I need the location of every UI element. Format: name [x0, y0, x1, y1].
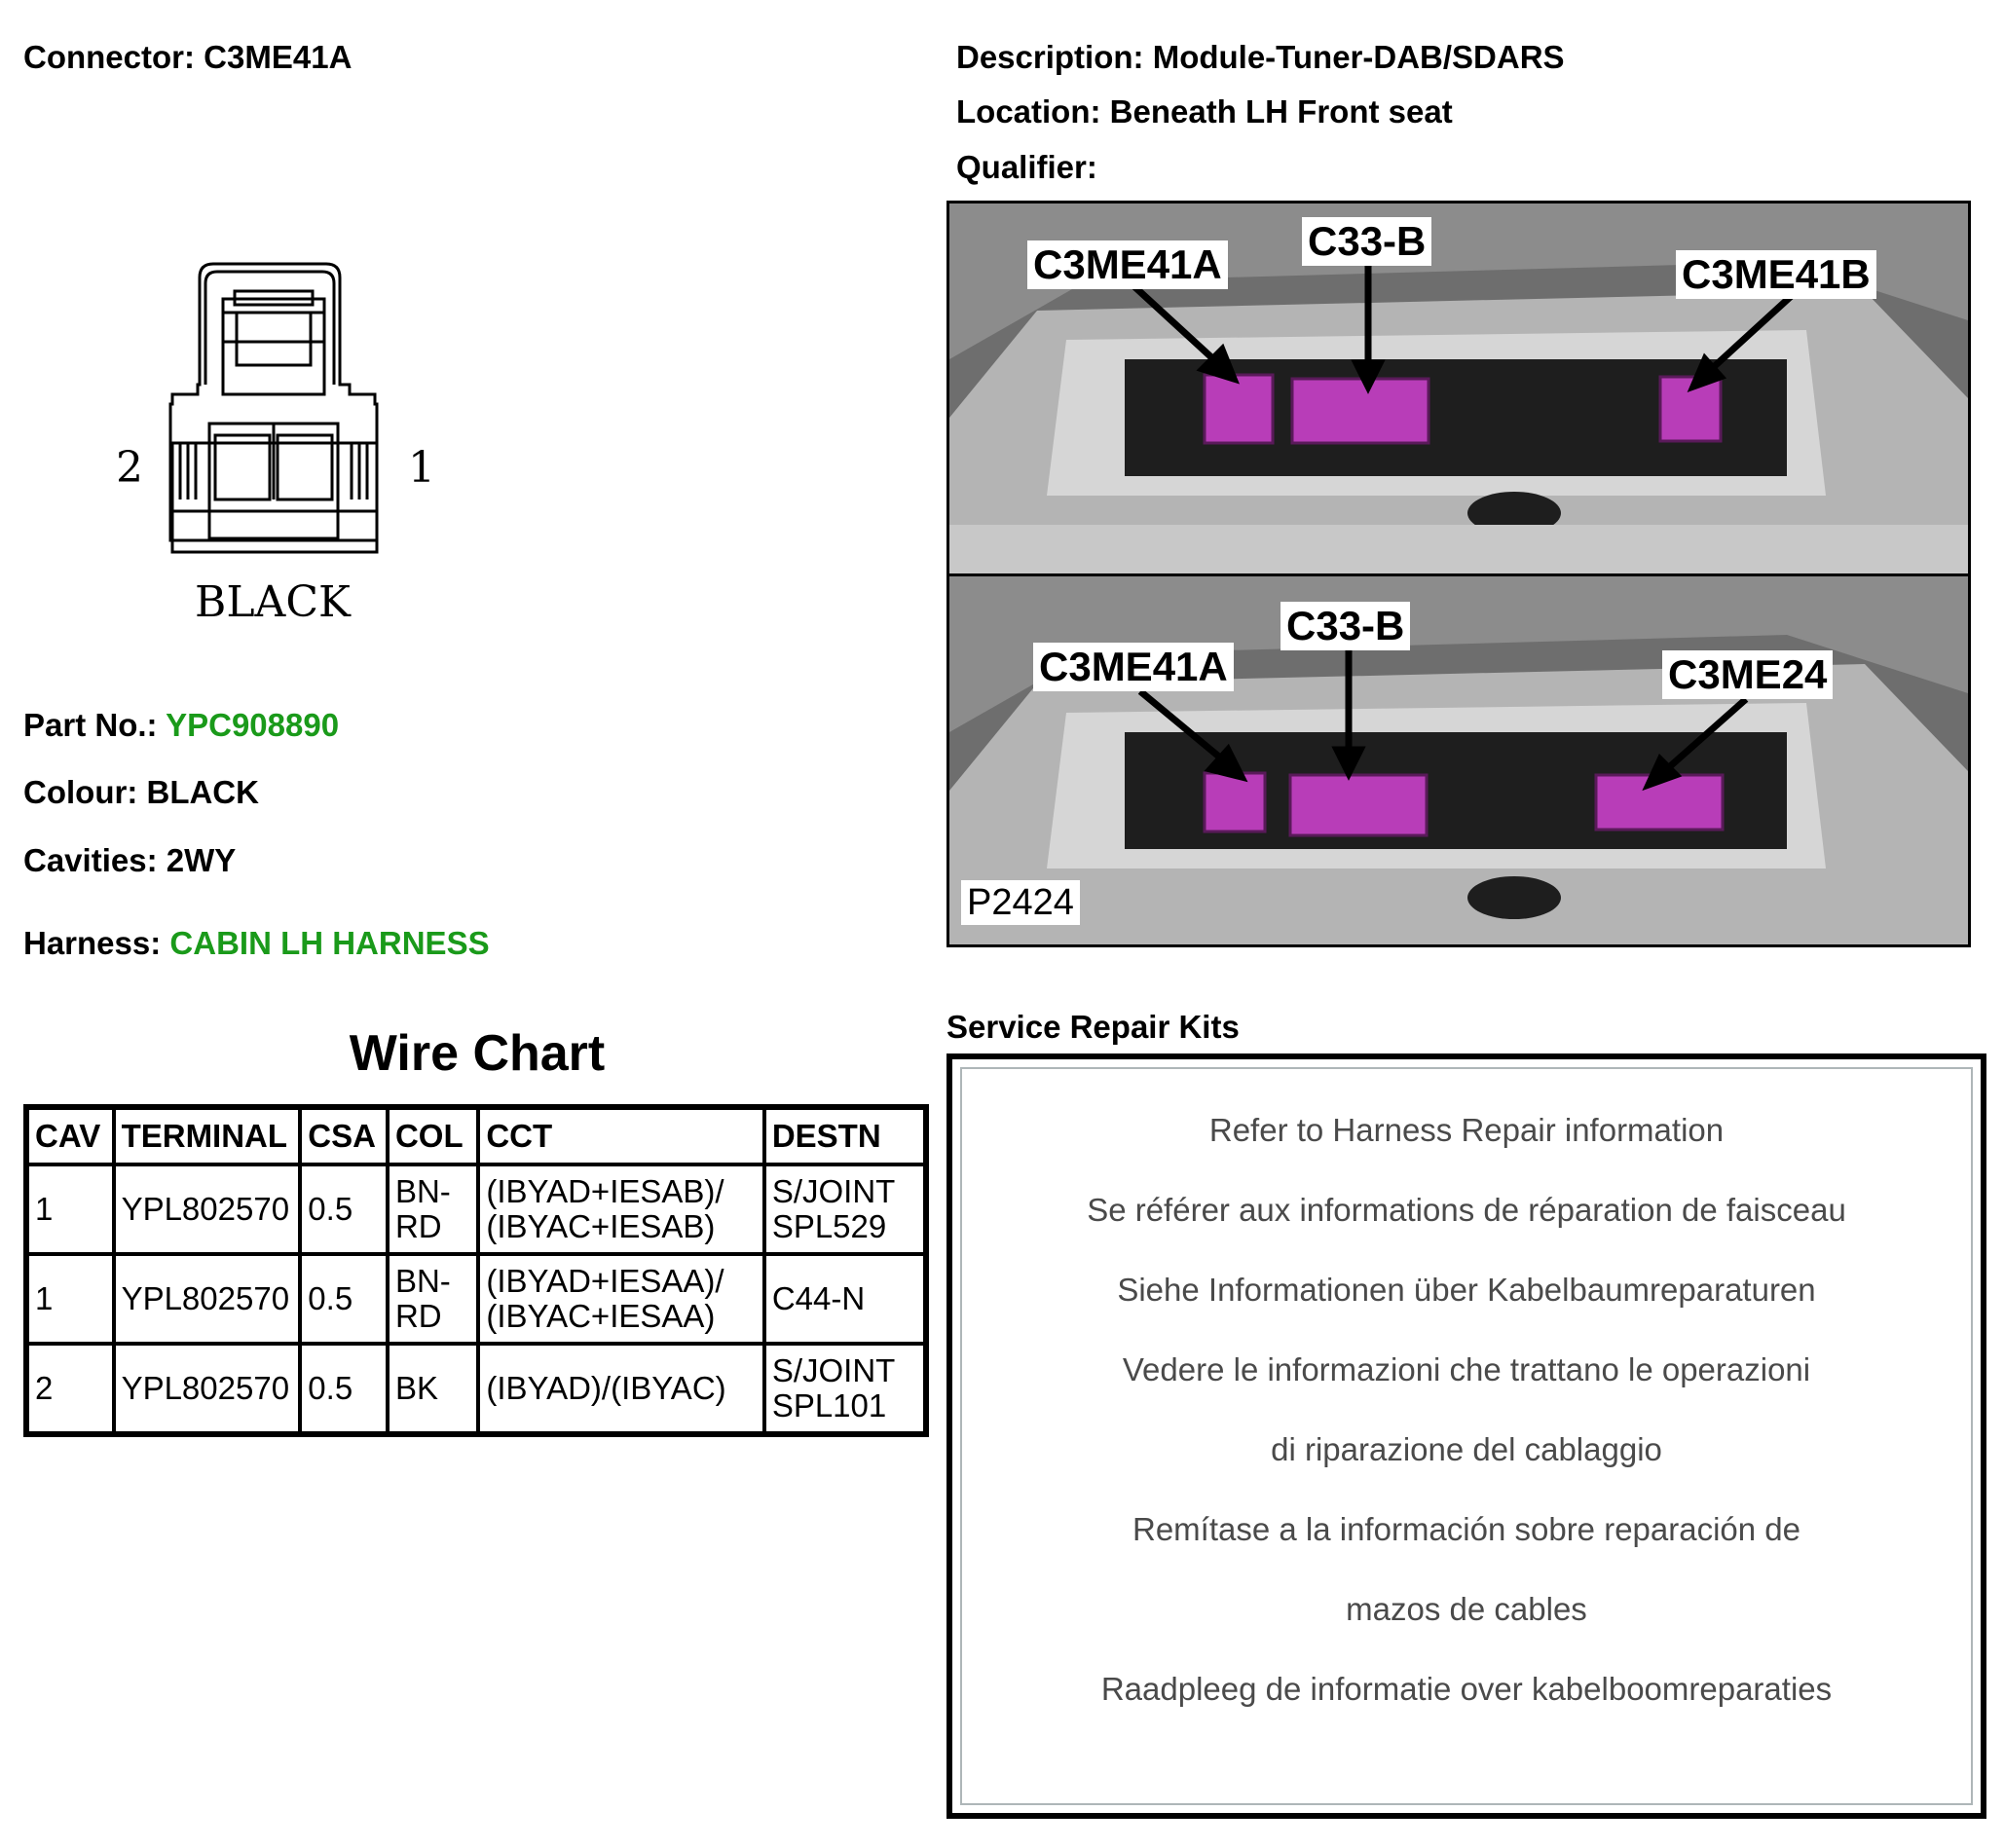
part-no-field: [23, 707, 339, 744]
pin-label-1: 1: [408, 443, 435, 493]
connector-field: [23, 39, 352, 76]
srk-line: Vedere le informazioni che trattano le operazioni: [1122, 1351, 1811, 1387]
cell-cav: 1: [26, 1164, 114, 1254]
cell-csa: 0.5: [300, 1344, 388, 1434]
colour-label: Colour:: [23, 774, 138, 810]
table-header-row: [26, 1107, 926, 1164]
description-field: [956, 39, 1565, 76]
connector-label: Connector:: [23, 39, 195, 75]
qualifier-label: Qualifier:: [956, 149, 1097, 185]
cell-terminal: YPL802570: [114, 1164, 301, 1254]
srk-line: Raadpleeg de informatie over kabelboomreparaties: [1100, 1671, 1833, 1707]
cell-destn: S/JOINT SPL529: [764, 1164, 926, 1254]
connector-value: C3ME41A: [204, 39, 353, 75]
cell-cct: (IBYAD+IESAA)/ (IBYAC+IESAA): [478, 1254, 763, 1344]
location-label: Location:: [956, 93, 1101, 129]
callout-connector: C33-B: [1280, 602, 1410, 650]
cell-destn: S/JOINT SPL101: [764, 1344, 926, 1434]
srk-line: Refer to Harness Repair information: [1208, 1112, 1725, 1148]
cell-terminal: YPL802570: [114, 1344, 301, 1434]
figure-code: P2424: [961, 880, 1080, 925]
srk-line: Remítase a la información sobre reparación de: [1132, 1511, 1801, 1547]
srk-line: di riparazione del cablaggio: [1271, 1431, 1662, 1467]
srk-line: mazos de cables: [1346, 1591, 1587, 1627]
table-row: [26, 1344, 926, 1434]
part-no-link[interactable]: YPC908890: [166, 707, 340, 743]
cell-col: BK: [388, 1344, 478, 1434]
module-illustration: [949, 576, 1968, 944]
cell-cav: 1: [26, 1254, 114, 1344]
wire-chart-title: Wire Chart: [349, 1025, 606, 1082]
harness-field: [23, 925, 490, 962]
qualifier-field: [956, 149, 1097, 186]
location-field: [956, 93, 1453, 130]
srk-line: Siehe Informationen über Kabelbaumreparaturen: [1117, 1272, 1816, 1308]
cavities-field: [23, 842, 236, 879]
cavities-value: 2WY: [166, 842, 237, 878]
cell-col: BN- RD: [388, 1254, 478, 1344]
callout-connector: C33-B: [1302, 217, 1431, 266]
description-value: Module-Tuner-DAB/SDARS: [1152, 39, 1565, 75]
header-cav: CAV: [26, 1107, 114, 1164]
header-cct: CCT: [478, 1107, 763, 1164]
location-photo-bottom: [946, 573, 1971, 947]
cell-cct: (IBYAD+IESAB)/ (IBYAC+IESAB): [478, 1164, 763, 1254]
table-row: [26, 1164, 926, 1254]
header-csa: CSA: [300, 1107, 388, 1164]
colour-value: BLACK: [146, 774, 259, 810]
header-destn: DESTN: [764, 1107, 926, 1164]
header-col: COL: [388, 1107, 478, 1164]
pin-label-2: 2: [116, 443, 143, 493]
cell-destn: C44-N: [764, 1254, 926, 1344]
callout-connector: C3ME41B: [1676, 250, 1876, 299]
cell-col: BN- RD: [388, 1164, 478, 1254]
location-value: Beneath LH Front seat: [1109, 93, 1453, 129]
service-repair-kits-title: Service Repair Kits: [946, 1009, 1240, 1045]
harness-label: Harness:: [23, 925, 162, 961]
description-label: Description:: [956, 39, 1144, 75]
cavities-label: Cavities:: [23, 842, 158, 878]
callout-connector: C3ME41A: [1027, 240, 1228, 289]
cell-csa: 0.5: [300, 1164, 388, 1254]
service-repair-kits-inner: [960, 1067, 1973, 1805]
cell-cct: (IBYAD)/(IBYAC): [478, 1344, 763, 1434]
part-no-label: Part No.:: [23, 707, 158, 743]
table-row: [26, 1254, 926, 1344]
callout-connector: C3ME24: [1662, 650, 1833, 699]
cell-cav: 2: [26, 1344, 114, 1434]
wire-chart-table: [23, 1104, 929, 1437]
srk-line: Se référer aux informations de réparation de faisceau: [1087, 1192, 1846, 1228]
cell-terminal: YPL802570: [114, 1254, 301, 1344]
connector-face-diagram: [102, 248, 453, 638]
header-terminal: TERMINAL: [114, 1107, 301, 1164]
cell-csa: 0.5: [300, 1254, 388, 1344]
harness-link[interactable]: CABIN LH HARNESS: [169, 925, 490, 961]
callout-connector: C3ME41A: [1033, 643, 1234, 691]
location-photo-top: [946, 201, 1971, 576]
connector-colour-text: BLACK: [195, 577, 351, 627]
colour-field: [23, 774, 259, 811]
service-repair-kits-box: [946, 1053, 1986, 1819]
